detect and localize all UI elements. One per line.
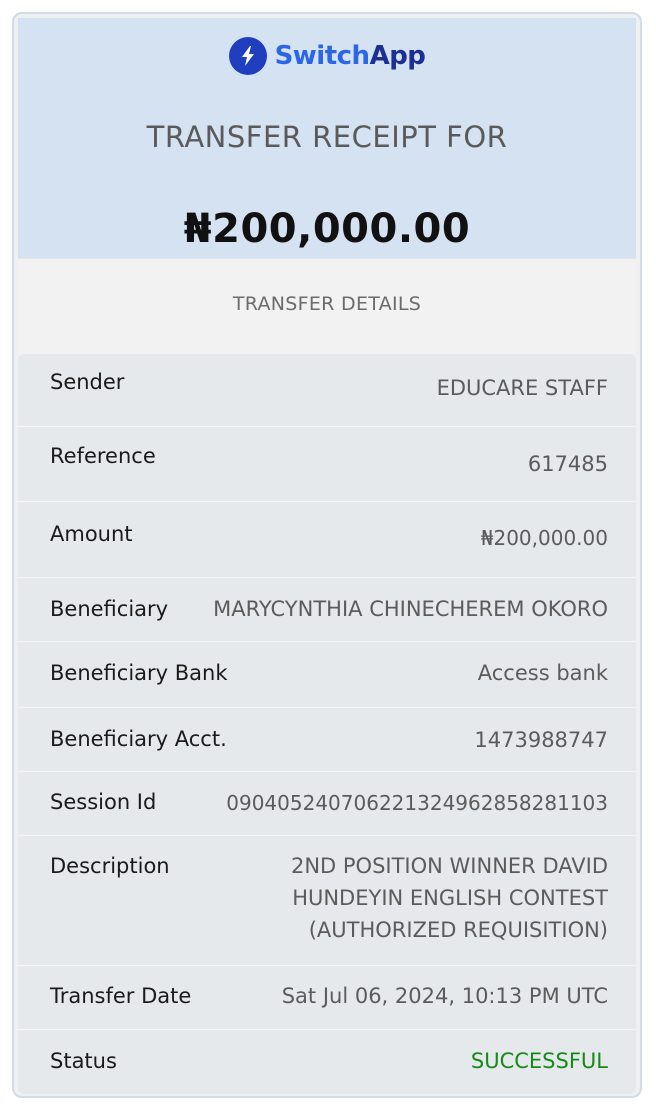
detail-row-sender — [18, 354, 636, 427]
detail-row-amount — [18, 502, 636, 578]
detail-label: Beneficiary Bank — [50, 661, 228, 685]
detail-value: ₦200,000.00 — [480, 526, 608, 550]
detail-value: EDUCARE STAFF — [436, 376, 608, 400]
details-heading: TRANSFER DETAILS — [232, 293, 422, 315]
detail-label: Description — [50, 854, 170, 878]
detail-row-transfer-date — [18, 966, 636, 1030]
detail-value: Sat Jul 06, 2024, 10:13 PM UTC — [281, 984, 608, 1008]
detail-label: Beneficiary — [50, 597, 169, 621]
brand-name-part2: App — [369, 41, 426, 71]
detail-value: MARYCYNTHIA CHINECHEREM OKORO — [213, 597, 608, 621]
detail-row-session-id — [18, 772, 636, 836]
detail-value: 2ND POSITION WINNER DAVID HUNDEYIN ENGLISH CONTEST (AUTHORIZED REQUISITION) — [290, 854, 608, 942]
detail-row-beneficiary-bank — [18, 642, 636, 708]
detail-label: Beneficiary Acct. — [50, 727, 227, 751]
receipt-header — [18, 18, 636, 258]
detail-row-beneficiary — [18, 578, 636, 642]
brand-logo — [18, 34, 636, 78]
detail-label: Sender — [50, 370, 125, 394]
bolt-icon — [229, 37, 267, 75]
detail-value: 617485 — [527, 452, 608, 476]
detail-label: Session Id — [50, 790, 157, 814]
detail-value: 1473988747 — [474, 728, 608, 752]
detail-row-reference — [18, 427, 636, 502]
brand-name-part1: Switch — [274, 41, 370, 71]
detail-row-description — [18, 836, 636, 966]
detail-label: Transfer Date — [50, 984, 192, 1008]
details-heading-band — [18, 258, 636, 357]
detail-row-beneficiary-acct — [18, 708, 636, 772]
status-badge: SUCCESSFUL — [470, 1049, 608, 1073]
receipt-title: TRANSFER RECEIPT FOR — [146, 120, 508, 154]
detail-row-status — [18, 1030, 636, 1094]
details-card — [18, 354, 636, 1094]
detail-label: Reference — [50, 444, 156, 468]
receipt-frame — [12, 12, 642, 1098]
detail-label: Amount — [50, 522, 133, 546]
detail-label: Status — [50, 1049, 117, 1073]
brand-name — [275, 41, 426, 71]
receipt-amount: ₦200,000.00 — [183, 206, 471, 252]
detail-value: 090405240706221324962858281103 — [226, 791, 608, 815]
detail-value: Access bank — [477, 661, 608, 685]
